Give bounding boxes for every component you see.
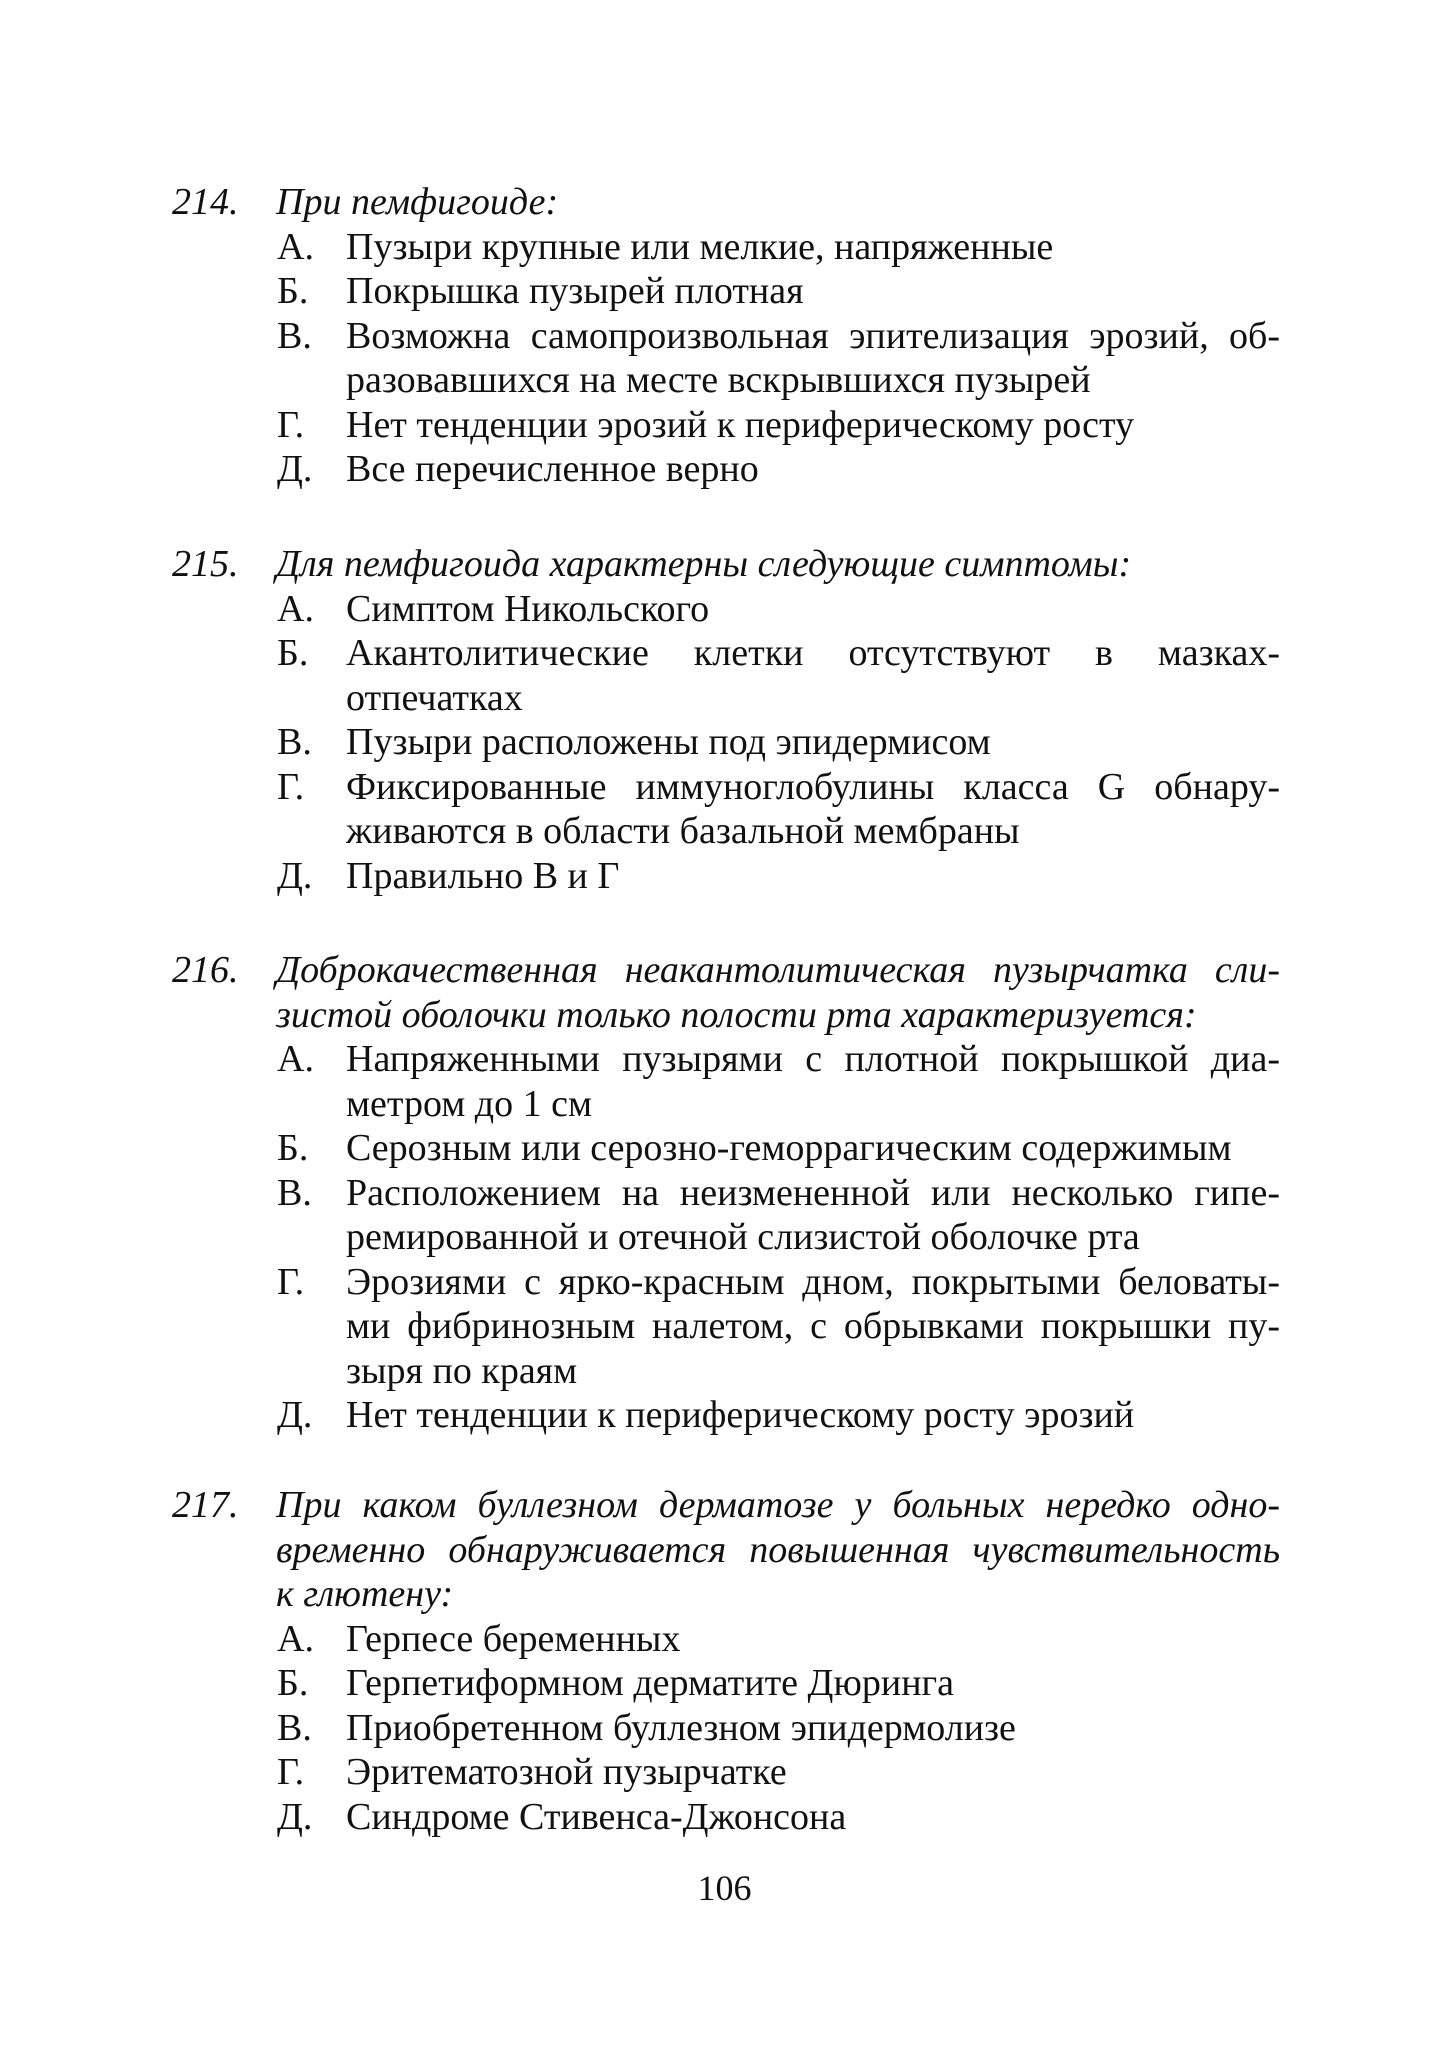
answer-option-line: ремированной и отечной слизистой оболочке рта xyxy=(346,1216,1140,1258)
answer-option-text xyxy=(346,765,1280,854)
answer-option-line: разовавшихся на месте вскрывшихся пузырей xyxy=(346,359,1091,401)
answer-option-letter: Г. xyxy=(277,1260,305,1303)
answer-option-line: живаются в области базальной мембраны xyxy=(346,810,1020,852)
question-stem-line: При каком буллезном дерматозе у больных нередко одно- xyxy=(276,1484,1280,1526)
answer-option-letter: В. xyxy=(277,721,312,763)
answer-option-line: Нет тенденции эрозий к периферическому росту xyxy=(346,403,1135,446)
answer-option-text xyxy=(346,1750,1280,1795)
answer-option-line: Пузыри крупные или мелкие, напряженные xyxy=(346,225,1054,268)
answer-option-text xyxy=(346,720,1280,765)
answer-option-line: Акантолитические клетки отсутствуют в мазках- xyxy=(346,632,1280,674)
question-number: 217. xyxy=(172,1484,239,1526)
answer-option-line: метром до 1 см xyxy=(346,1082,593,1125)
answer-option-line: Пузыри расположены под эпидермисом xyxy=(346,721,991,763)
answer-option-letter: А. xyxy=(277,587,314,630)
question-stem-line: к глютену: xyxy=(276,1573,454,1615)
question-stem xyxy=(276,180,1280,225)
answer-option-letter: Б. xyxy=(277,632,309,674)
page-number: 106 xyxy=(697,1868,752,1908)
answer-option-line: ми фибринозным налетом, с обрывками покрышки пу- xyxy=(346,1305,1280,1347)
answer-option-text xyxy=(346,587,1280,632)
answer-option-text xyxy=(346,447,1280,492)
answer-option-text xyxy=(346,269,1280,314)
question-stem-line: При пемфигоиде: xyxy=(276,181,559,223)
answer-option-letter: А. xyxy=(277,1617,314,1660)
answer-option-text xyxy=(346,1795,1280,1840)
answer-option-line: Возможна самопроизвольная эпителизация эрозий, об- xyxy=(346,314,1280,357)
answer-option-line: Напряженными пузырями с плотной покрышкой диа- xyxy=(346,1038,1280,1080)
answer-option-letter: В. xyxy=(277,1706,312,1749)
answer-option-letter: Д. xyxy=(277,448,313,490)
answer-option-text xyxy=(346,403,1280,448)
answer-option-line: Эритематозной пузырчатке xyxy=(346,1751,787,1793)
answer-option-letter: Б. xyxy=(277,1127,309,1169)
answer-option-letter: А. xyxy=(277,1038,314,1080)
answer-option-line: Все перечисленное верно xyxy=(346,448,759,490)
answer-option-letter: Д. xyxy=(277,1394,313,1436)
question-stem-line: Для пемфигоида характерны следующие симптомы: xyxy=(276,543,1132,585)
answer-option-text xyxy=(346,225,1280,270)
question-stem-line: временно обнаруживается повышенная чувствительность xyxy=(276,1528,1280,1571)
answer-option-text xyxy=(346,1171,1280,1260)
answer-option-line: отпечатках xyxy=(346,676,523,719)
answer-option-line: Нет тенденции к периферическому росту эрозий xyxy=(346,1394,1135,1436)
answer-option-letter: Д. xyxy=(277,1795,313,1838)
answer-option-line: Фиксированные иммуноглобулины класса G обнару- xyxy=(346,765,1280,808)
answer-option-line: Эрозиями с ярко-красным дном, покрытыми беловаты- xyxy=(346,1260,1280,1303)
question-number: 216. xyxy=(172,949,239,991)
answer-option-text xyxy=(346,1393,1280,1438)
answer-option-line: Приобретенном буллезном эпидермолизе xyxy=(346,1706,1016,1749)
answer-option-text xyxy=(346,1126,1280,1171)
answer-option-line: Расположением на неизмененной или несколько гипе- xyxy=(346,1171,1280,1214)
answer-option-text xyxy=(346,1037,1280,1126)
question-stem-line: зистой оболочки только полости рта характеризуется: xyxy=(276,993,1197,1036)
question-stem-line: Доброкачественная неакантолитическая пузырчатка сли- xyxy=(276,949,1280,991)
answer-option-letter: Г. xyxy=(277,765,305,808)
answer-option-line: Герпесе беременных xyxy=(346,1617,681,1660)
question-stem xyxy=(276,1483,1280,1617)
answer-option-letter: Г. xyxy=(277,403,305,446)
answer-option-text xyxy=(346,1706,1280,1751)
question-number: 214. xyxy=(172,181,239,223)
answer-option-line: Синдроме Стивенса-Джонсона xyxy=(346,1795,847,1838)
answer-option-text xyxy=(346,1617,1280,1662)
answer-option-text xyxy=(346,1661,1280,1706)
answer-option-line: Покрышка пузырей плотная xyxy=(346,270,804,312)
answer-option-line: Симптом Никольского xyxy=(346,587,710,630)
question-number: 215. xyxy=(172,543,239,585)
answer-option-text xyxy=(346,1260,1280,1394)
answer-option-text xyxy=(346,854,1280,899)
answer-option-line: Серозным или серозно-геморрагическим содержимым xyxy=(346,1127,1232,1169)
answer-option-letter: Д. xyxy=(277,854,313,897)
answer-option-line: зыря по краям xyxy=(346,1349,578,1392)
answer-option-letter: В. xyxy=(277,1171,312,1214)
answer-option-letter: А. xyxy=(277,225,314,268)
answer-option-line: Герпетиформном дерматите Дюринга xyxy=(346,1662,954,1704)
answer-option-letter: Б. xyxy=(277,1662,309,1704)
question-stem xyxy=(276,542,1280,587)
answer-option-line: Правильно В и Г xyxy=(346,854,620,897)
answer-option-letter: Г. xyxy=(277,1751,305,1793)
question-stem xyxy=(276,948,1280,1037)
answer-option-text xyxy=(346,314,1280,403)
answer-option-letter: В. xyxy=(277,314,312,357)
answer-option-letter: Б. xyxy=(277,270,309,312)
answer-option-text xyxy=(346,631,1280,720)
